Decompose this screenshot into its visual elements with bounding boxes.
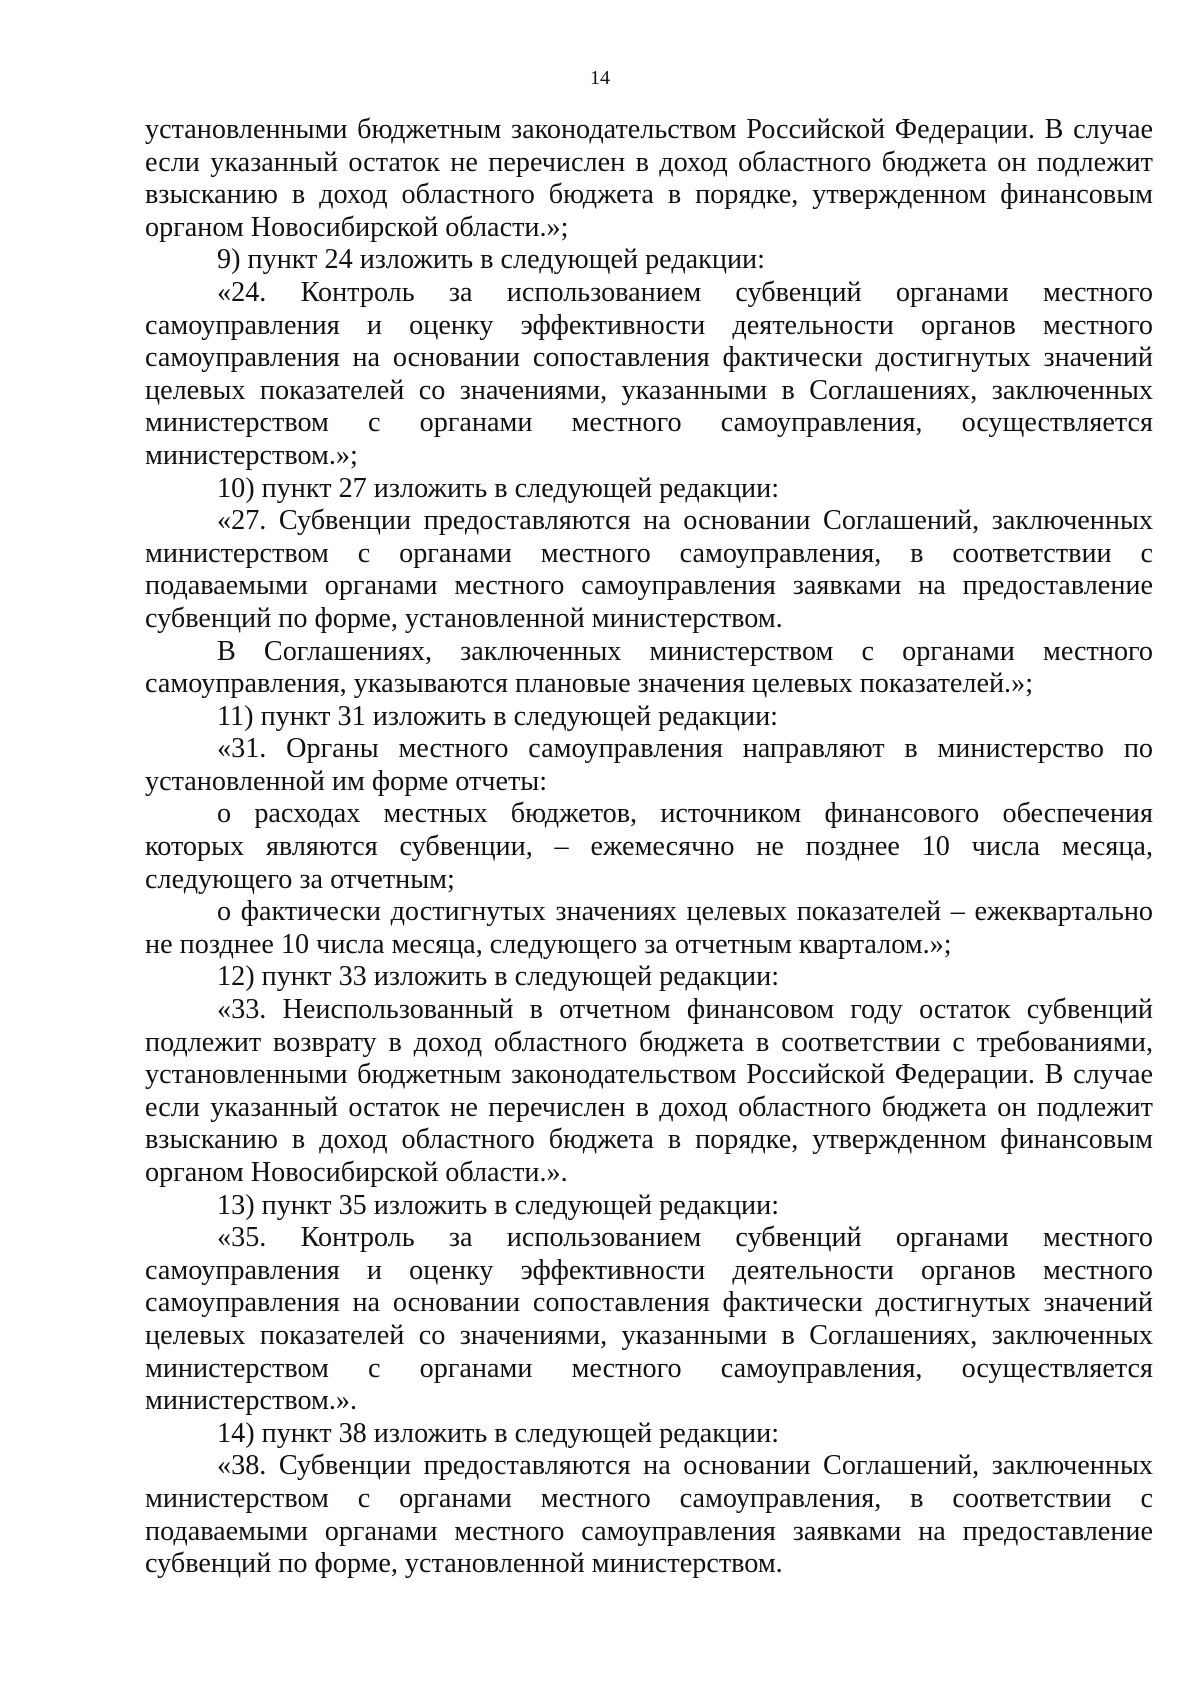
document-body	[145, 114, 1153, 1581]
paragraph: 12) пункт 33 изложить в следующей редакции:	[217, 961, 780, 993]
paragraph: 11) пункт 31 изложить в следующей редакции:	[217, 700, 778, 732]
paragraph: В Соглашениях, заключенных министерством с органами местного самоуправления, указываются плановые значения целевых показателей.»;	[145, 635, 1153, 700]
paragraph: установленными бюджетным законодательством Российской Федерации. В случае если указанный остаток не перечислен в доход областного бюджета он подлежит взысканию в доход областного бюджета в порядке, утвержденном финансовым органом Новосибирской области.»;	[145, 114, 1153, 243]
paragraph: «31. Органы местного самоуправления направляют в министерство по установленной им форме отчеты:	[145, 733, 1153, 797]
paragraph: «24. Контроль за использованием субвенций органами местного самоуправления и оценку эффективности деятельности органов местного самоуправления на основании сопоставления фактически достигнутых значений целевых показателей со значениями, указанными в Соглашениях, заключенных министерством с органами местного самоуправления, осуществляется министерством.»;	[145, 276, 1153, 471]
paragraph: 9) пункт 24 изложить в следующей редакции:	[217, 244, 765, 276]
paragraph: «35. Контроль за использованием субвенций органами местного самоуправления и оценку эффективности деятельности органов местного самоуправления на основании сопоставления фактически достигнутых значений целевых показателей со значениями, указанными в Соглашениях, заключенных министерством с органами местного самоуправления, осуществляется министерством.».	[145, 1222, 1153, 1417]
page-number: 14	[590, 67, 610, 89]
paragraph: 13) пункт 35 изложить в следующей редакции:	[217, 1189, 780, 1221]
paragraph: 14) пункт 38 изложить в следующей редакции:	[217, 1417, 780, 1449]
paragraph: «27. Субвенции предоставляются на основании Соглашений, заключенных министерством с органами местного самоуправления, в соответствии с подаваемыми органами местного самоуправления заявками на предоставление субвенций по форме, установленной министерством.	[145, 505, 1153, 634]
paragraph: «33. Неиспользованный в отчетном финансовом году остаток субвенций подлежит возврату в доход областного бюджета в соответствии с требованиями, установленными бюджетным законодательством Российской Федерации. В случае если указанный остаток не перечислен в доход областного бюджета он подлежит взысканию в доход областного бюджета в порядке, утвержденном финансовым органом Новосибирской области.».	[145, 994, 1153, 1188]
paragraph: о расходах местных бюджетов, источником финансового обеспечения которых являются субвенции, – ежемесячно не позднее 10 числа месяца, следующего за отчетным;	[145, 798, 1153, 895]
paragraph: о фактически достигнутых значениях целевых показателей – ежеквартально не позднее 10 числа месяца, следующего за отчетным кварталом.»;	[145, 896, 1153, 960]
paragraph: 10) пункт 27 изложить в следующей редакции:	[217, 472, 780, 504]
paragraph: «38. Субвенции предоставляются на основании Соглашений, заключенных министерством с органами местного самоуправления, в соответствии с подаваемыми органами местного самоуправления заявками на предоставление субвенций по форме, установленной министерством.	[145, 1450, 1153, 1580]
